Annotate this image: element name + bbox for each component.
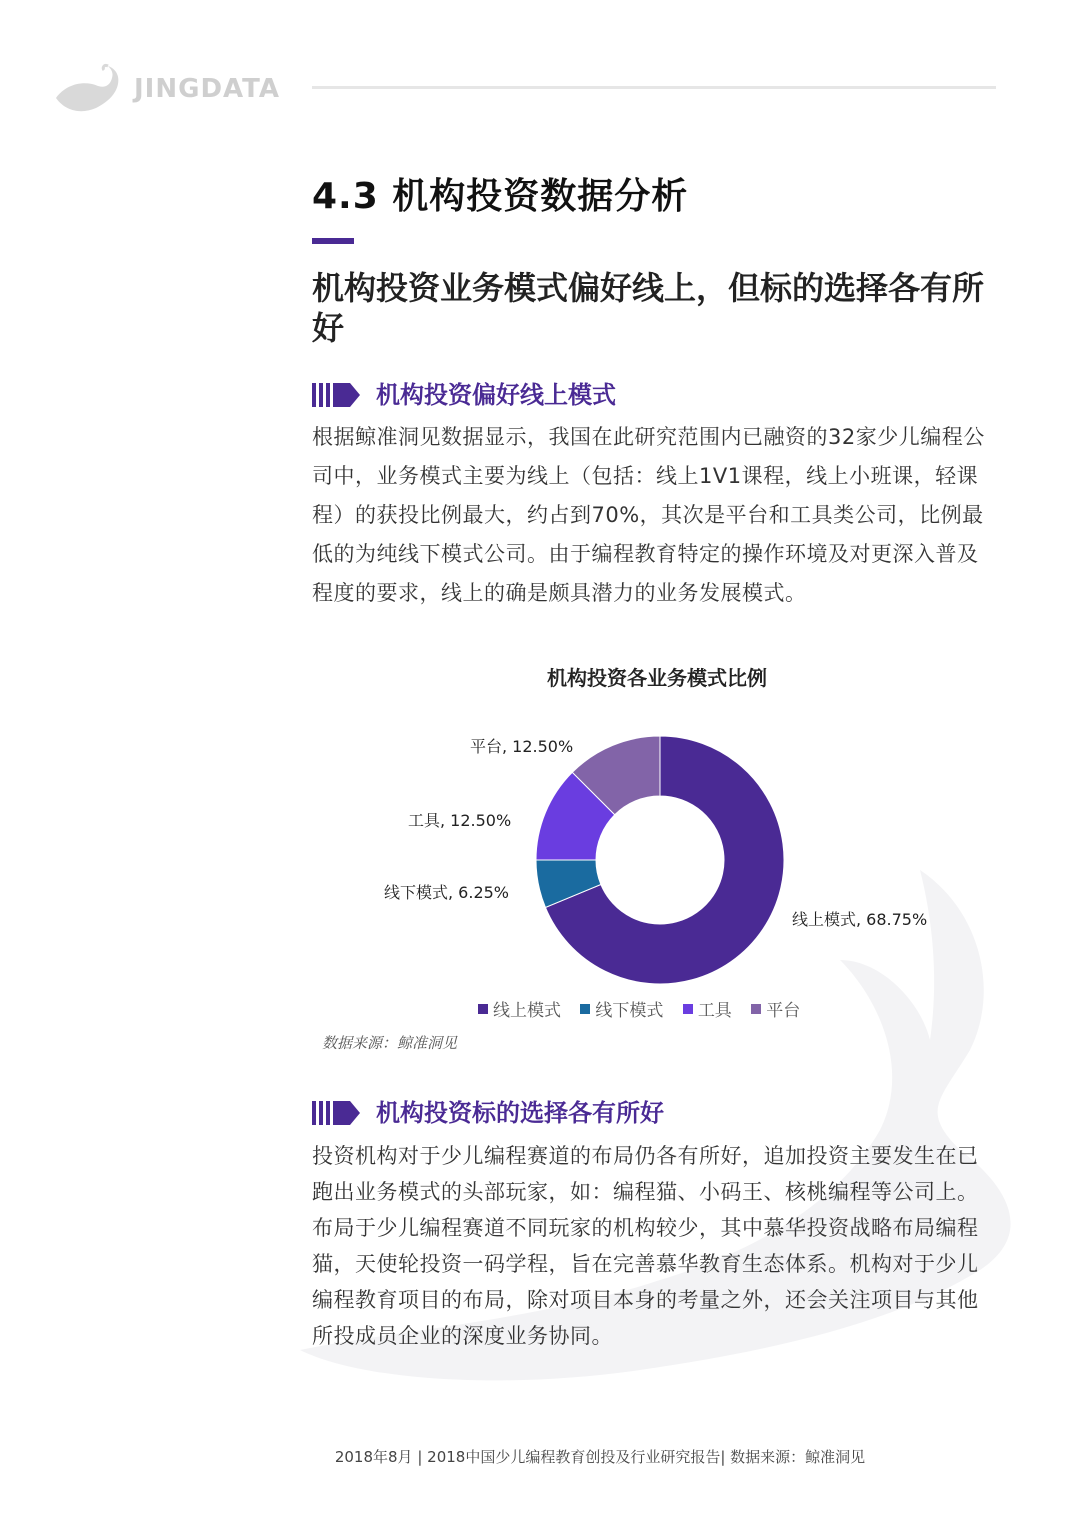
chart-legend <box>478 996 814 1020</box>
slice-label-online: 线上模式, 68.75% <box>792 910 928 929</box>
page-subtitle: 机构投资业务模式偏好线上，但标的选择各有所好 <box>312 269 985 347</box>
legend-item <box>751 996 800 1021</box>
legend-label: 工具 <box>697 1001 732 1021</box>
stripe-arrow-icon <box>312 1101 360 1125</box>
title-accent-bar <box>312 238 354 244</box>
whale-logo-icon <box>52 62 122 116</box>
chart-title: 机构投资各业务模式比例 <box>547 666 767 690</box>
chart-source: 数据来源：鲸准洞见 <box>322 1034 458 1052</box>
brand-name: JINGDATA <box>134 74 280 104</box>
legend-item <box>580 996 663 1021</box>
slice-label-offline: 线下模式, 6.25% <box>384 883 510 902</box>
page-footer: 2018年8月 | 2018中国少儿编程教育创投及行业研究报告| 数据来源：鲸准洞见 <box>334 1448 866 1466</box>
legend-swatch <box>478 1004 488 1014</box>
section-title: 4.3 机构投资数据分析 <box>312 176 689 217</box>
legend-label: 平台 <box>766 1001 801 1021</box>
donut-chart <box>520 720 800 1000</box>
legend-swatch <box>751 1004 761 1014</box>
body-paragraph: 根据鲸准洞见数据显示，我国在此研究范围内已融资的32家少儿编程公司中，业务模式主要为线上（包括：线上1V1课程，线上小班课，轻课程）的获投比例最大，约占到70%，其次是平台和工具类公司，比例最低的为纯线下模式公司。由于编程教育特定的操作环境及对更深入普及程度的要求，线上的确是颇具潜力的业务发展模式。 <box>312 425 985 605</box>
stripe-arrow-icon <box>312 383 360 407</box>
sub-heading-text: 机构投资偏好线上模式 <box>376 381 616 409</box>
header-rule <box>312 86 996 89</box>
legend-item <box>683 996 732 1021</box>
sub-heading-text: 机构投资标的选择各有所好 <box>376 1099 664 1127</box>
legend-label: 线上模式 <box>493 1001 561 1021</box>
legend-swatch <box>580 1004 590 1014</box>
legend-label: 线下模式 <box>595 1001 664 1021</box>
legend-item <box>478 996 561 1021</box>
jingdata-logo <box>52 62 292 116</box>
body-paragraph: 投资机构对于少儿编程赛道的布局仍各有所好，追加投资主要发生在已跑出业务模式的头部玩家，如：编程猫、小码王、核桃编程等公司上。布局于少儿编程赛道不同玩家的机构较少，其中慕华投资战略布局编程猫，天使轮投资一码学程，旨在完善慕华教育生态体系。机构对于少儿编程教育项目的布局，除对项目本身的考量之外，还会关注项目与其他所投成员企业的深度业务协同。 <box>312 1144 979 1348</box>
slice-label-tool: 工具, 12.50% <box>408 811 512 830</box>
slice-label-platform: 平台, 12.50% <box>470 737 574 756</box>
legend-swatch <box>683 1004 693 1014</box>
